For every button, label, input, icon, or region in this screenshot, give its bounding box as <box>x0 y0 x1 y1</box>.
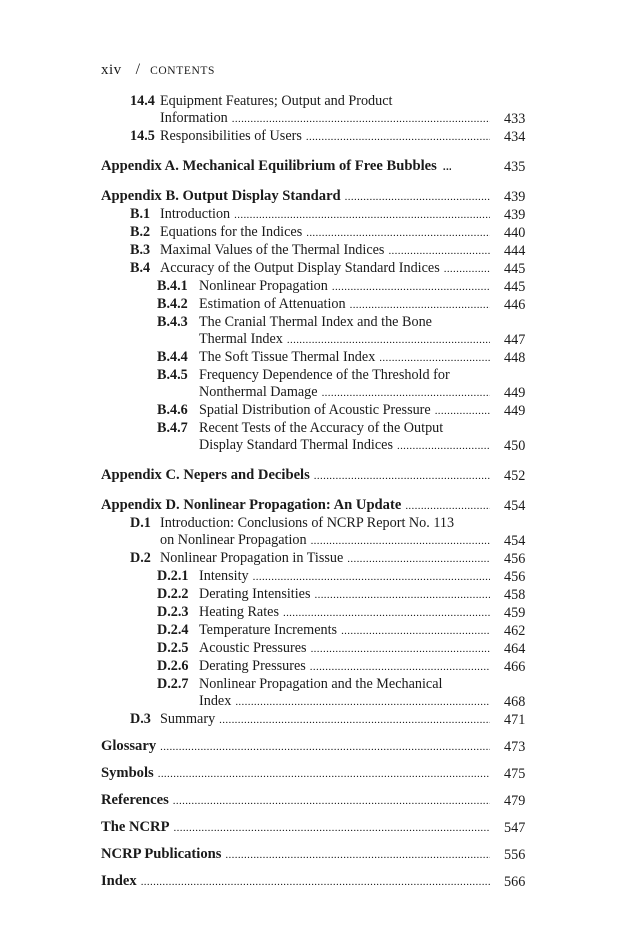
page-number: xiv <box>101 62 122 78</box>
toc-page-number: 456 <box>504 551 526 567</box>
toc-index[interactable] <box>101 873 534 891</box>
toc-entry-number: D.3 <box>130 711 151 727</box>
toc-entry-b3[interactable] <box>101 242 534 260</box>
toc-page-number: 448 <box>504 350 526 366</box>
toc-entry-b1[interactable] <box>101 206 534 224</box>
dot-leader <box>314 468 490 485</box>
toc-page-number: 444 <box>504 243 526 259</box>
toc-entry-number: B.4 <box>130 260 151 276</box>
dot-leader <box>311 641 490 658</box>
toc-entry-b4-2[interactable] <box>101 296 534 314</box>
toc-entry-number: D.2.4 <box>157 622 189 638</box>
dot-leader <box>310 659 490 676</box>
toc-entry-b4-6[interactable] <box>101 402 534 420</box>
toc-page-number: 452 <box>504 468 526 484</box>
toc-entry-title: Recent Tests of the Accuracy of the Output <box>199 420 444 436</box>
toc-page-number: 458 <box>504 587 526 603</box>
toc-entry-number: D.2.2 <box>157 586 189 602</box>
toc-page-number: 473 <box>504 739 526 755</box>
toc-appendix-d[interactable] <box>101 497 534 515</box>
toc-entry-number: B.4.6 <box>157 402 188 418</box>
toc-entry-number: D.2.3 <box>157 604 189 620</box>
toc-page-number: 434 <box>504 129 526 145</box>
toc-entry-b4-1[interactable] <box>101 278 534 296</box>
toc-entry-d2-2[interactable] <box>101 586 534 604</box>
toc-entry-title: Acoustic Pressures <box>199 640 307 656</box>
toc-entry-number: D.2.6 <box>157 658 189 674</box>
toc-page-number: 547 <box>504 820 526 836</box>
dot-leader <box>443 159 451 176</box>
toc-entry-d2[interactable] <box>101 550 534 568</box>
toc-entry-title: Introduction <box>160 206 231 222</box>
table-of-contents <box>101 93 534 891</box>
toc-entry-d2-5[interactable] <box>101 640 534 658</box>
toc-entry-number: D.2.5 <box>157 640 189 656</box>
dot-leader <box>311 533 490 550</box>
toc-the-ncrp[interactable] <box>101 819 534 837</box>
toc-page-number: 456 <box>504 569 526 585</box>
dot-leader <box>160 739 490 756</box>
dot-leader <box>444 261 490 278</box>
toc-entry-b4-7[interactable] <box>101 420 534 455</box>
running-header <box>101 60 215 81</box>
toc-entry-title: Heating Rates <box>199 604 279 620</box>
dot-leader <box>306 225 490 242</box>
toc-entry-d2-4[interactable] <box>101 622 534 640</box>
toc-page-number: 556 <box>504 847 526 863</box>
toc-page-number: 479 <box>504 793 526 809</box>
toc-page-number: 435 <box>504 159 526 175</box>
toc-entry-title: Index <box>101 873 137 889</box>
toc-page-number: 466 <box>504 659 526 675</box>
toc-appendix-c[interactable] <box>101 467 534 485</box>
dot-leader <box>225 847 490 864</box>
dot-leader <box>234 207 490 224</box>
toc-page-number: 449 <box>504 403 526 419</box>
toc-page-number: 446 <box>504 297 526 313</box>
dot-leader <box>341 623 490 640</box>
toc-symbols[interactable] <box>101 765 534 783</box>
toc-entry-title: Equipment Features; Output and Product <box>160 93 393 109</box>
toc-entry-number: 14.5 <box>130 128 155 144</box>
toc-entry-number: B.4.5 <box>157 367 188 383</box>
toc-entry-number: B.4.1 <box>157 278 188 294</box>
dot-leader <box>173 793 490 810</box>
toc-ncrp-publications[interactable] <box>101 846 534 864</box>
toc-page-number: 468 <box>504 694 526 710</box>
toc-entry-title: Equations for the Indices <box>160 224 303 240</box>
toc-entry-number: B.4.7 <box>157 420 188 436</box>
dot-leader <box>235 694 490 711</box>
toc-entry-d2-6[interactable] <box>101 658 534 676</box>
dot-leader <box>158 766 490 783</box>
toc-page-number: 433 <box>504 111 526 127</box>
toc-entry-title: Frequency Dependence of the Threshold for <box>199 367 450 383</box>
toc-entry-title: Derating Intensities <box>199 586 311 602</box>
toc-entry-title-cont: on Nonlinear Propagation <box>160 532 307 548</box>
toc-entry-number: D.2.1 <box>157 568 189 584</box>
toc-entry-title: Glossary <box>101 738 157 754</box>
toc-page-number: 439 <box>504 207 526 223</box>
toc-entry-title: Derating Pressures <box>199 658 306 674</box>
toc-page-number: 450 <box>504 438 526 454</box>
toc-entry-title: The Cranial Thermal Index and the Bone <box>199 314 432 330</box>
dot-leader <box>397 438 490 455</box>
header-separator: / <box>135 61 141 78</box>
toc-entry-title-cont: Thermal Index <box>199 331 283 347</box>
toc-entry-number: B.4.2 <box>157 296 188 312</box>
toc-page-number: 449 <box>504 385 526 401</box>
toc-entry-d1[interactable] <box>101 515 534 550</box>
dot-leader <box>315 587 491 604</box>
toc-entry-b2[interactable] <box>101 224 534 242</box>
dot-leader <box>232 111 490 128</box>
toc-entry-b4-5[interactable] <box>101 367 534 402</box>
toc-entry-number: B.1 <box>130 206 151 222</box>
toc-entry-number: B.4.3 <box>157 314 188 330</box>
toc-references[interactable] <box>101 792 534 810</box>
toc-page-number: 445 <box>504 261 526 277</box>
toc-appendix-a[interactable] <box>101 158 534 176</box>
toc-entry-b4-3[interactable] <box>101 314 534 349</box>
toc-entry-title: Symbols <box>101 765 154 781</box>
toc-entry-title: Temperature Increments <box>199 622 338 638</box>
toc-entry-d2-3[interactable] <box>101 604 534 622</box>
toc-entry-title: Summary <box>160 711 216 727</box>
toc-entry-title: Nonlinear Propagation in Tissue <box>160 550 344 566</box>
dot-leader <box>332 279 490 296</box>
dot-leader <box>253 569 490 586</box>
toc-page-number: 459 <box>504 605 526 621</box>
toc-entry-title: Introduction: Conclusions of NCRP Report No. 113 <box>160 515 455 531</box>
toc-entry-b4[interactable] <box>101 260 534 278</box>
toc-entry-number: D.2.7 <box>157 676 189 692</box>
dot-leader <box>435 403 490 420</box>
toc-page-number: 566 <box>504 874 526 890</box>
dot-leader <box>219 712 490 729</box>
toc-page-number: 445 <box>504 279 526 295</box>
dot-leader <box>350 297 490 314</box>
dot-leader <box>405 498 490 515</box>
dot-leader <box>388 243 490 260</box>
toc-page-number: 447 <box>504 332 526 348</box>
toc-entry-14-4[interactable] <box>101 93 534 128</box>
toc-page-number: 462 <box>504 623 526 639</box>
toc-page-number: 454 <box>504 498 526 514</box>
toc-entry-number: B.4.4 <box>157 349 188 365</box>
toc-entry-d2-1[interactable] <box>101 568 534 586</box>
toc-appendix-b[interactable] <box>101 188 534 206</box>
toc-entry-title: Spatial Distribution of Acoustic Pressure <box>199 402 431 418</box>
dot-leader <box>283 605 490 622</box>
toc-page-number: 440 <box>504 225 526 241</box>
toc-entry-title: Nonlinear Propagation <box>199 278 328 294</box>
toc-entry-title: Intensity <box>199 568 249 584</box>
toc-entry-title: NCRP Publications <box>101 846 222 862</box>
toc-entry-title: Appendix C. Nepers and Decibels <box>101 467 310 483</box>
toc-entry-number: 14.4 <box>130 93 155 109</box>
toc-entry-number: B.3 <box>130 242 151 258</box>
toc-entry-title: Accuracy of the Output Display Standard Indices <box>160 260 440 276</box>
toc-page-number: 439 <box>504 189 526 205</box>
toc-entry-title-cont: Information <box>160 110 228 126</box>
dot-leader <box>174 820 490 837</box>
toc-page-number: 454 <box>504 533 526 549</box>
toc-entry-d2-7[interactable] <box>101 676 534 711</box>
toc-glossary[interactable] <box>101 738 534 756</box>
toc-entry-number: D.1 <box>130 515 151 531</box>
toc-entry-title: Nonlinear Propagation and the Mechanical <box>199 676 443 692</box>
toc-entry-title: Appendix B. Output Display Standard <box>101 188 341 204</box>
toc-entry-14-5[interactable] <box>101 128 534 146</box>
toc-entry-title-cont: Display Standard Thermal Indices <box>199 437 393 453</box>
toc-page-number: 471 <box>504 712 526 728</box>
toc-entry-number: D.2 <box>130 550 151 566</box>
toc-entry-d3[interactable] <box>101 711 534 729</box>
dot-leader <box>379 350 490 367</box>
toc-entry-title: The NCRP <box>101 819 170 835</box>
toc-entry-title: Responsibilities of Users <box>160 128 302 144</box>
dot-leader <box>141 874 490 891</box>
toc-entry-b4-4[interactable] <box>101 349 534 367</box>
toc-entry-title: Appendix A. Mechanical Equilibrium of Free Bubbles <box>101 158 437 174</box>
dot-leader <box>306 129 490 146</box>
toc-entry-title-cont: Nonthermal Damage <box>199 384 318 400</box>
toc-entry-title: Estimation of Attenuation <box>199 296 346 312</box>
toc-entry-title: References <box>101 792 169 808</box>
dot-leader <box>322 385 490 402</box>
toc-entry-number: B.2 <box>130 224 151 240</box>
toc-page-number: 464 <box>504 641 526 657</box>
dot-leader <box>347 551 490 568</box>
toc-entry-title: The Soft Tissue Thermal Index <box>199 349 376 365</box>
dot-leader <box>345 189 490 206</box>
toc-entry-title: Maximal Values of the Thermal Indices <box>160 242 385 258</box>
dot-leader <box>287 332 490 349</box>
toc-page-number: 475 <box>504 766 526 782</box>
toc-entry-title: Appendix D. Nonlinear Propagation: An Update <box>101 497 402 513</box>
toc-entry-title-cont: Index <box>199 693 232 709</box>
section-title: CONTENTS <box>150 65 215 77</box>
